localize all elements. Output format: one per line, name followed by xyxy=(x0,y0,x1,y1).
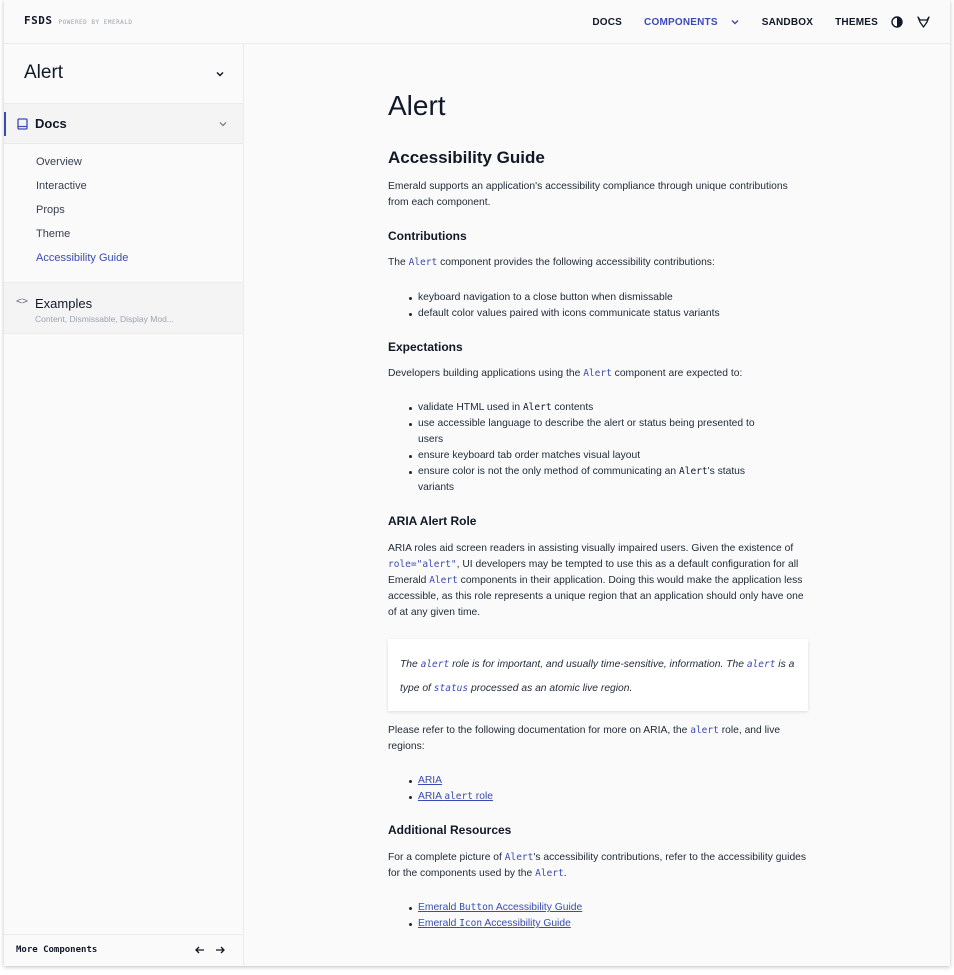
inline-code: alert xyxy=(746,659,776,670)
text: . xyxy=(563,868,567,879)
expectations-list xyxy=(388,400,808,496)
expectations-paragraph xyxy=(388,366,808,382)
list-item: ensure keyboard tab order matches visual layout xyxy=(388,448,808,464)
list-item: default color values paired with icons communicate status variants xyxy=(388,306,808,322)
inline-code: Alert xyxy=(522,402,552,413)
aria-paragraph xyxy=(388,541,808,621)
inline-code: Alert xyxy=(504,852,534,863)
nav-themes-link[interactable]: THEMES xyxy=(835,16,878,28)
gitlab-icon[interactable] xyxy=(916,15,930,29)
contributions-list xyxy=(388,290,808,322)
resources-paragraph xyxy=(388,850,808,882)
aria-heading: ARIA Alert Role xyxy=(388,514,477,528)
page-title: Alert xyxy=(388,90,446,121)
resources-links-list xyxy=(388,900,808,932)
sidebar-footer xyxy=(4,934,243,966)
inline-code: Alert xyxy=(535,868,564,879)
sidebar-title: Alert xyxy=(24,62,64,83)
sidebar-header[interactable] xyxy=(4,44,243,104)
aria-links-list xyxy=(388,773,808,805)
text: is a type of xyxy=(400,659,795,694)
inline-code: role="alert" xyxy=(388,559,457,570)
arrow-right-icon[interactable] xyxy=(214,944,226,956)
nav-components-link[interactable]: COMPONENTS xyxy=(644,16,718,28)
inline-code: Alert xyxy=(429,575,458,586)
button-accessibility-guide-link[interactable] xyxy=(418,902,582,913)
inline-code: Alert xyxy=(408,257,438,268)
contributions-paragraph xyxy=(388,255,808,271)
resources-heading: Additional Resources xyxy=(388,823,512,837)
aria-refer-paragraph xyxy=(388,723,808,755)
sidebar-item-overview[interactable]: Overview xyxy=(36,156,82,168)
nav-docs-link[interactable]: DOCS xyxy=(592,16,623,28)
text: components in their application. Doing this would make the application less accessible, as this role represents a unique region that an application should only have one of at any given time. xyxy=(388,575,804,618)
list-item xyxy=(388,900,808,916)
blockquote xyxy=(388,639,808,711)
inline-code: Button xyxy=(459,902,494,913)
list-item xyxy=(388,773,808,789)
nav-links xyxy=(592,0,930,44)
icon-accessibility-guide-link[interactable] xyxy=(418,918,571,929)
text: Accessibility Guide xyxy=(493,902,583,913)
text: The xyxy=(400,659,421,670)
list-item xyxy=(388,916,808,932)
text: Emerald xyxy=(418,902,460,913)
text: 's status variants xyxy=(418,466,746,493)
inline-code: alert xyxy=(690,725,719,736)
sidebar-item-description: Content, Dismissable, Display Mod... xyxy=(35,314,174,324)
sidebar-item-props[interactable]: Props xyxy=(36,204,65,216)
inline-code: alert xyxy=(420,659,450,670)
aria-link[interactable]: ARIA xyxy=(418,775,443,786)
sidebar-item-theme[interactable]: Theme xyxy=(36,228,71,240)
inline-code: Alert xyxy=(679,466,708,477)
app-frame xyxy=(4,0,950,966)
arrow-left-icon[interactable] xyxy=(194,944,206,956)
nav-sandbox-link[interactable]: SANDBOX xyxy=(761,16,814,28)
text: 's accessibility contributions, refer to the accessibility guides for the components used by the xyxy=(388,852,807,879)
text: For a complete picture of xyxy=(388,852,505,863)
pager xyxy=(194,944,226,956)
text: contents xyxy=(551,402,594,413)
text: ARIA xyxy=(418,791,445,802)
text: processed as an atomic live region. xyxy=(468,683,633,694)
text: Developers building applications using the xyxy=(388,368,584,379)
list-item xyxy=(388,464,778,496)
text: The xyxy=(388,257,409,268)
more-components-label: More Components xyxy=(16,945,98,955)
quote-text xyxy=(400,653,796,701)
text: component provides the following accessibility contributions: xyxy=(437,257,715,268)
sidebar-item-accessibility-guide[interactable]: Accessibility Guide xyxy=(36,252,129,264)
intro-paragraph: Emerald supports an application's accessibility compliance through unique contributions from each component. xyxy=(388,181,788,208)
book-icon xyxy=(17,118,28,130)
list-item: keyboard navigation to a close button when dismissable xyxy=(388,290,808,306)
aria-alert-role-link[interactable] xyxy=(418,791,493,802)
chevron-down-icon[interactable] xyxy=(730,17,740,27)
active-indicator xyxy=(4,112,6,136)
text: ARIA roles aid screen readers in assisting visually impaired users. Given the existence of xyxy=(388,543,794,554)
text: , UI developers may be tempted to use this as a default configuration for all Emerald xyxy=(388,559,799,586)
page-subtitle: Accessibility Guide xyxy=(388,148,545,167)
text: validate HTML used in xyxy=(418,402,523,413)
list-item: use accessible language to describe the alert or status being presented to users xyxy=(388,416,778,448)
sidebar-item-examples[interactable] xyxy=(4,282,243,334)
chevron-down-icon[interactable] xyxy=(215,69,225,79)
sidebar-item-docs[interactable] xyxy=(4,104,243,144)
text: role, and live regions: xyxy=(388,725,781,752)
brand-subtitle: POWERED BY EMERALD xyxy=(58,19,133,26)
theme-toggle-icon[interactable] xyxy=(890,15,904,29)
inline-code: Icon xyxy=(459,918,483,929)
list-item xyxy=(388,400,808,416)
text: Emerald xyxy=(418,918,460,929)
code-icon: <> xyxy=(16,296,29,307)
inline-code: Alert xyxy=(583,368,612,379)
brand[interactable] xyxy=(24,14,133,27)
inline-code: alert xyxy=(444,791,473,802)
text: Accessibility Guide xyxy=(482,918,571,929)
chevron-down-icon xyxy=(218,119,228,129)
text: role is for important, and usually time-sensitive, information. The xyxy=(449,659,747,670)
sidebar-item-label: Examples xyxy=(35,296,93,311)
expectations-heading: Expectations xyxy=(388,340,463,354)
top-navigation xyxy=(4,0,950,44)
text: role xyxy=(472,791,493,802)
list-item xyxy=(388,789,808,805)
text: component are expected to: xyxy=(611,368,743,379)
contributions-heading: Contributions xyxy=(388,229,467,243)
sidebar xyxy=(4,44,244,966)
sidebar-item-interactive[interactable]: Interactive xyxy=(36,180,87,192)
text: Please refer to the following documentation for more on ARIA, the xyxy=(388,725,691,736)
brand-name: FSDS xyxy=(24,14,53,27)
sidebar-item-label: Docs xyxy=(35,116,67,131)
inline-code: status xyxy=(433,683,469,694)
text: ensure color is not the only method of communicating an xyxy=(418,466,679,477)
